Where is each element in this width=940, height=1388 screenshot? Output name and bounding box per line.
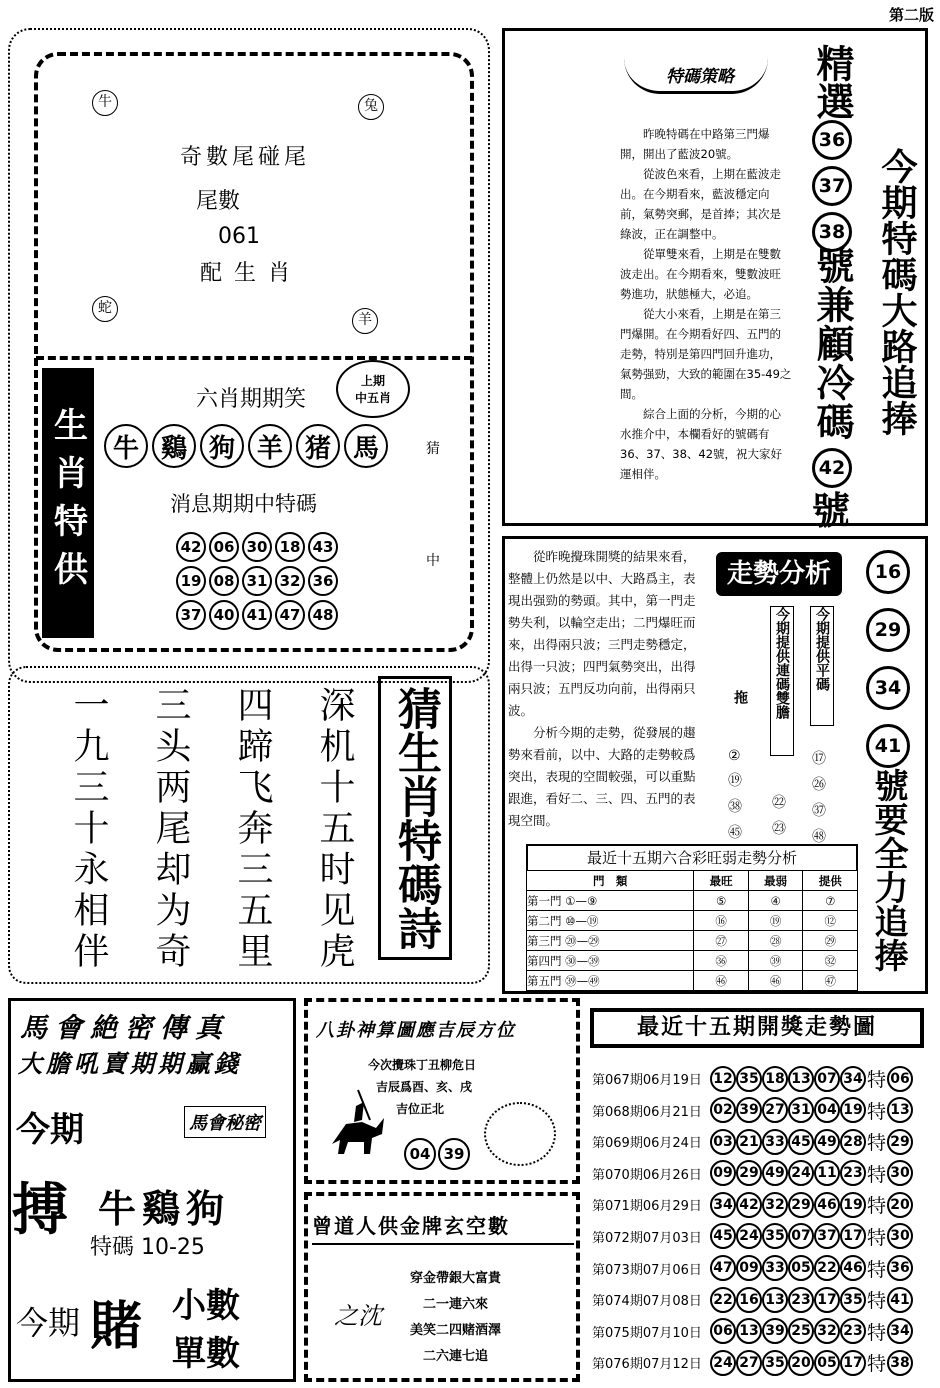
history-num: 19	[840, 1192, 866, 1218]
history-special-label: 特	[867, 1069, 887, 1091]
zodiac-animals	[104, 424, 388, 468]
history-row	[592, 1287, 913, 1312]
history-special-label: 特	[867, 1353, 887, 1376]
history-special-label: 特	[867, 1100, 887, 1123]
history-num: 17	[840, 1223, 866, 1249]
zodiac-number: 36	[308, 566, 338, 596]
xuankong-line: 二六連七追	[423, 1349, 489, 1364]
bagua-ball: 04	[404, 1138, 436, 1170]
history-title: 最近十五期開獎走勢圖	[590, 1008, 924, 1048]
trend-table-range: ①—⑨	[565, 893, 598, 908]
horse-club-bet: 賭	[90, 1296, 143, 1357]
history-num: 28	[840, 1129, 866, 1155]
strategy-para: 從波色來看，上期在藍波走出。在今期看來，藍波穩定向前，氣勢突郵，是首捧；其次是綠波，正在調整中。	[620, 167, 781, 241]
trend-col-header-2: 今期提供連碼雙膽	[770, 606, 794, 756]
trend-table-cell: ㉗	[694, 931, 749, 951]
tail-animal-bl: 蛇	[92, 296, 118, 322]
poem-columns	[66, 686, 356, 973]
zodiac-number: 06	[209, 532, 239, 562]
trend-table-cell	[527, 931, 694, 951]
zodiac-number: 18	[275, 532, 305, 562]
history-row	[592, 1256, 913, 1281]
trend-table-cell: ⑯	[694, 911, 749, 931]
strategy-pick-ball: 37	[812, 166, 852, 206]
trend-col-header-1: 拖	[732, 690, 748, 704]
xuankong-title: 曾道人供金牌玄空數	[312, 1210, 574, 1245]
history-num: 13	[788, 1066, 814, 1092]
zodiac-number: 41	[242, 600, 272, 630]
page-label: 第二版	[888, 6, 934, 24]
trend-table-cell: ⑫	[803, 911, 858, 931]
trend-col-1	[728, 748, 742, 842]
history-num: 29	[788, 1192, 814, 1218]
trend-table-cell: ㊱	[694, 951, 749, 971]
history-num: 18	[762, 1066, 788, 1092]
history-row	[592, 1161, 913, 1186]
strategy-pick-ball-last: 42	[812, 448, 852, 488]
zodiac-badge	[336, 360, 410, 418]
zodiac-side-char-2: 中	[426, 553, 440, 569]
strategy-pick-ball: 36	[812, 120, 852, 160]
history-num: 24	[710, 1350, 736, 1376]
trend-table-cell: ㉘	[748, 931, 803, 951]
history-row	[592, 1129, 913, 1154]
trend-col2-num: ㉒	[772, 795, 786, 811]
history-special: 38	[887, 1350, 913, 1376]
zodiac-animal: 牛	[104, 424, 148, 468]
history-num: 16	[736, 1287, 762, 1313]
history-special: 13	[887, 1097, 913, 1123]
strategy-para: 從大小來看，上期是在第三門爆開。在今期看好四、五門的走勢，特別是第四門回升進功，氣勢强勁，大致的範圍在35-49之間。	[620, 307, 792, 401]
history-num: 42	[736, 1192, 762, 1218]
trend-para: 分析今期的走勢，從發展的趨勢來看前，以中、大路的走勢較爲突出，表現的空間較强，可以重點跟進，看好二、三、四、五門的表現空間。	[508, 725, 696, 828]
trend-col-2	[772, 792, 786, 838]
trend-col3-num: ⑰	[812, 751, 826, 767]
trend-col3-num: ㊲	[812, 803, 826, 819]
trend-balls	[866, 550, 910, 768]
xuankong-lines	[410, 1266, 501, 1370]
strategy-pick-balls	[812, 120, 852, 252]
history-row	[592, 1224, 913, 1249]
history-row	[592, 1192, 913, 1217]
history-num: 22	[710, 1287, 736, 1313]
strategy-logo	[624, 58, 768, 94]
strategy-pick-end: 號	[812, 489, 851, 533]
history-num: 46	[840, 1255, 866, 1281]
history-special: 30	[887, 1223, 913, 1249]
zodiac-numbers	[176, 532, 338, 630]
trend-table-cell: ⑲	[748, 911, 803, 931]
history-num: 07	[814, 1066, 840, 1092]
history-num: 31	[788, 1097, 814, 1123]
history-num: 27	[762, 1097, 788, 1123]
horse-club-bet-today: 今期	[16, 1304, 81, 1342]
history-label: 第071期06月29日	[592, 1199, 702, 1215]
history-row	[592, 1350, 913, 1375]
horse-club-subtitle: 大膽吼賣期期赢錢	[18, 1050, 242, 1078]
strategy-logo-text: 特碼策略	[666, 67, 734, 87]
trend-table-door: 第四門	[527, 953, 562, 968]
history-num: 35	[762, 1350, 788, 1376]
strategy-pick-mid: 號兼顧冷碼	[810, 246, 854, 441]
trend-table-cell: ㊻	[694, 971, 749, 991]
history-num: 21	[736, 1129, 762, 1155]
trend-ball: 29	[866, 608, 910, 652]
history-special: 29	[887, 1129, 913, 1155]
history-label: 第072期07月03日	[592, 1230, 702, 1246]
tail-animal-br: 羊	[352, 308, 378, 334]
history-num: 45	[788, 1129, 814, 1155]
history-num: 33	[762, 1129, 788, 1155]
history-num: 35	[736, 1066, 762, 1092]
history-num: 12	[710, 1066, 736, 1092]
trend-col3-num: ㉖	[812, 777, 826, 793]
history-num: 22	[814, 1255, 840, 1281]
trend-table-range: ⑳—㉙	[565, 933, 600, 948]
trend-ball: 41	[866, 724, 910, 768]
history-num: 24	[788, 1160, 814, 1186]
trend-table-door: 第三門	[527, 933, 562, 948]
history-special-label: 特	[867, 1321, 887, 1344]
trend-table-header: 提供	[803, 871, 858, 891]
zodiac-subtitle: 消息期期中特碼	[170, 492, 317, 516]
trend-col1-num: ⑲	[728, 773, 742, 789]
history-num: 07	[788, 1223, 814, 1249]
zodiac-animal: 猪	[296, 424, 340, 468]
zodiac-animal: 羊	[248, 424, 292, 468]
zodiac-badge-line1: 上期	[360, 374, 385, 388]
trend-table-cell: ⑤	[694, 891, 749, 911]
trend-col2-num: ㉓	[772, 821, 786, 837]
tail-title: 奇數尾碰尾	[180, 145, 311, 170]
history-num: 23	[840, 1318, 866, 1344]
zodiac-badge-line2: 中五肖	[354, 391, 391, 405]
trend-table-cell	[527, 951, 694, 971]
history-rows	[592, 1066, 913, 1375]
trend-table-cell: ④	[748, 891, 803, 911]
history-num: 47	[710, 1255, 736, 1281]
trend-table-header: 最旺	[694, 871, 749, 891]
strategy-para: 綜合上面的分析，今期的心水推介中，本欄看好的號碼有36、37、38、42號，祝大家好運相伴。	[620, 407, 783, 481]
history-num: 27	[736, 1350, 762, 1376]
zodiac-number: 40	[209, 600, 239, 630]
history-special: 41	[887, 1287, 913, 1313]
history-label: 第075期07月10日	[592, 1325, 702, 1341]
tail-label: 尾數	[196, 189, 241, 214]
history-special: 20	[887, 1192, 913, 1218]
zodiac-number: 43	[308, 532, 338, 562]
history-num: 11	[814, 1160, 840, 1186]
trend-side-text: 號要全力追捧	[868, 768, 908, 972]
history-num: 24	[736, 1223, 762, 1249]
history-num: 39	[736, 1097, 762, 1123]
history-num: 23	[840, 1160, 866, 1186]
history-num: 49	[762, 1160, 788, 1186]
tail-footer: 配生肖	[200, 261, 303, 286]
history-label: 第076期07月12日	[592, 1357, 702, 1373]
history-num: 34	[840, 1066, 866, 1092]
horse-club-animals: 牛鷄狗	[98, 1186, 231, 1231]
trend-table-door: 第五門	[527, 973, 562, 988]
trend-table-cell	[527, 911, 694, 931]
zodiac-side-title: 生肖特供	[42, 368, 94, 638]
history-row	[592, 1319, 913, 1344]
history-row	[592, 1098, 913, 1123]
history-row	[592, 1066, 913, 1091]
history-num: 35	[762, 1223, 788, 1249]
horse-club-small: 小數	[172, 1286, 240, 1326]
zodiac-number: 31	[242, 566, 272, 596]
trend-ball: 16	[866, 550, 910, 594]
zodiac-number: 08	[209, 566, 239, 596]
strategy-pick-top: 精選	[810, 44, 854, 120]
history-num: 34	[710, 1192, 736, 1218]
bagua-rider-icon	[326, 1084, 390, 1158]
history-num: 05	[814, 1350, 840, 1376]
history-num: 49	[814, 1129, 840, 1155]
strategy-text	[620, 124, 792, 484]
history-num: 46	[814, 1192, 840, 1218]
history-num: 25	[788, 1318, 814, 1344]
history-num: 37	[814, 1223, 840, 1249]
history-num: 13	[762, 1287, 788, 1313]
zodiac-number: 30	[242, 532, 272, 562]
history-num: 29	[736, 1160, 762, 1186]
history-label: 第069期06月24日	[592, 1136, 702, 1152]
history-special: 34	[887, 1318, 913, 1344]
trend-table-cell: ⑦	[803, 891, 858, 911]
trend-col3-num: ㊽	[812, 829, 826, 845]
history-num: 23	[788, 1287, 814, 1313]
zodiac-title: 六肖期期笑	[196, 387, 307, 412]
zodiac-animal: 馬	[344, 424, 388, 468]
history-num: 39	[762, 1318, 788, 1344]
horse-club-today: 今期	[16, 1110, 84, 1150]
history-special: 30	[887, 1160, 913, 1186]
trend-table	[526, 870, 858, 991]
history-special: 06	[887, 1066, 913, 1092]
trend-table-door: 第一門	[527, 893, 562, 908]
trend-table-cell: ㊼	[803, 971, 858, 991]
trend-col-header-3: 今期提供平碼	[810, 606, 834, 726]
poem-column: 深机十五时见虎	[314, 686, 355, 973]
bagua-compass-icon	[484, 1102, 556, 1166]
history-num: 17	[814, 1287, 840, 1313]
history-num: 17	[840, 1350, 866, 1376]
bagua-balls	[404, 1138, 470, 1170]
bagua-title: 八卦神算圖應吉辰方位	[316, 1020, 516, 1041]
history-label: 第073期07月06日	[592, 1262, 702, 1278]
history-num: 02	[710, 1097, 736, 1123]
poem-column: 一九三十永相伴	[68, 686, 109, 973]
trend-table-cell: ㉙	[803, 931, 858, 951]
trend-table-range: ㉚—㊴	[565, 953, 600, 968]
tail-animal-tr: 兔	[358, 94, 384, 120]
xuankong-line: 美笑二四赌酒澤	[410, 1323, 502, 1338]
strategy-pick-ball: 38	[812, 212, 852, 252]
history-special-label: 特	[867, 1258, 887, 1281]
trend-col-3	[812, 748, 826, 846]
history-num: 09	[736, 1255, 762, 1281]
horse-club-stamp: 馬會秘密	[184, 1106, 266, 1138]
trend-table-cell: ㉜	[803, 951, 858, 971]
bagua-ball: 39	[438, 1138, 470, 1170]
horse-club-bo: 搏	[12, 1177, 68, 1243]
tail-number: 061	[218, 224, 260, 249]
trend-para: 從昨晚攪珠開獎的結果來看，整體上仍然是以中、大路爲主，表現出强勁的勢頭。其中，第一門走勢失利，以輪空走出；二門爆旺而來，出得兩只波；三門走勢穩定，出得一只波；四門氣勢突出，出得兩只波；五門反功向前，出得兩只波。	[508, 549, 696, 718]
xuankong-line: 二一連六來	[423, 1297, 489, 1312]
history-label: 第068期06月21日	[592, 1104, 702, 1120]
trend-col1-num: ㊳	[728, 799, 742, 815]
history-special: 36	[887, 1255, 913, 1281]
history-num: 13	[736, 1318, 762, 1344]
history-num: 05	[788, 1255, 814, 1281]
history-label: 第067期06月19日	[592, 1073, 702, 1088]
history-num: 19	[840, 1097, 866, 1123]
history-label: 第074期07月08日	[592, 1294, 702, 1310]
trend-table-cell: ㊻	[748, 971, 803, 991]
strategy-para: 昨晚特碼在中路第三門爆開，開出了藍波20號。	[620, 127, 770, 161]
trend-table-cell: ㊴	[748, 951, 803, 971]
strategy-para: 從單雙來看，上期是在雙數波走出。在今期看來，雙數波旺勢進功，狀態極大，必追。	[620, 247, 781, 301]
history-num: 45	[710, 1223, 736, 1249]
zodiac-animal: 狗	[200, 424, 244, 468]
poem-column: 四蹄飞奔三五里	[232, 686, 273, 973]
history-special-label: 特	[867, 1226, 887, 1249]
poem-column: 三头两尾却为奇	[150, 686, 191, 973]
trend-table-range: ㊴—㊾	[565, 973, 600, 988]
trend-table-door: 第二門	[527, 913, 562, 928]
horse-club-special: 特碼 10-25	[90, 1235, 205, 1260]
history-num: 33	[762, 1255, 788, 1281]
bagua-line2: 吉辰爲酉、亥、戌	[376, 1080, 473, 1094]
xuankong-line: 穿金帶銀大富貴	[410, 1271, 502, 1286]
history-label: 第070期06月26日	[592, 1167, 702, 1183]
xuankong-signature: 之沈	[334, 1302, 382, 1330]
trend-col1-num: ㊺	[728, 825, 742, 841]
horse-club-single: 單數	[172, 1334, 240, 1374]
trend-table-range: ⑩—⑲	[565, 913, 599, 928]
trend-title: 走勢分析	[716, 552, 842, 596]
zodiac-divider	[36, 356, 472, 360]
history-num: 35	[840, 1287, 866, 1313]
bagua-line1: 今次攪珠丁丑柳危日	[368, 1058, 477, 1072]
history-special-label: 特	[867, 1290, 887, 1313]
history-num: 32	[814, 1318, 840, 1344]
history-num: 03	[710, 1129, 736, 1155]
trend-table-title: 最近十五期六合彩旺弱走勢分析	[526, 844, 858, 870]
bagua-line3: 吉位正北	[396, 1102, 445, 1116]
history-num: 06	[710, 1318, 736, 1344]
history-num: 20	[788, 1350, 814, 1376]
history-num: 32	[762, 1192, 788, 1218]
trend-table-cell	[527, 971, 694, 991]
strategy-side-title: 今期特碼大路追捧	[876, 148, 917, 436]
trend-col1-num: ②	[728, 748, 741, 764]
tail-animal-tl: 牛	[92, 90, 118, 116]
history-special-label: 特	[867, 1195, 887, 1218]
zodiac-number: 37	[176, 600, 206, 630]
trend-table-cell	[527, 891, 694, 911]
zodiac-number: 48	[308, 600, 338, 630]
zodiac-number: 32	[275, 566, 305, 596]
trend-table-header: 最弱	[748, 871, 803, 891]
trend-text	[508, 546, 704, 832]
history-num: 04	[814, 1097, 840, 1123]
zodiac-number: 19	[176, 566, 206, 596]
history-num: 09	[710, 1160, 736, 1186]
zodiac-side-char-1: 猜	[426, 441, 440, 457]
trend-ball: 34	[866, 666, 910, 710]
zodiac-animal: 鷄	[152, 424, 196, 468]
zodiac-number: 42	[176, 532, 206, 562]
history-special-label: 特	[867, 1163, 887, 1186]
history-special-label: 特	[867, 1132, 887, 1155]
zodiac-number: 47	[275, 600, 305, 630]
horse-club-title: 馬會絶密傳真	[20, 1013, 230, 1044]
poem-title: 猜生肖特碼詩	[378, 676, 452, 960]
trend-table-header: 門 類	[527, 871, 694, 891]
